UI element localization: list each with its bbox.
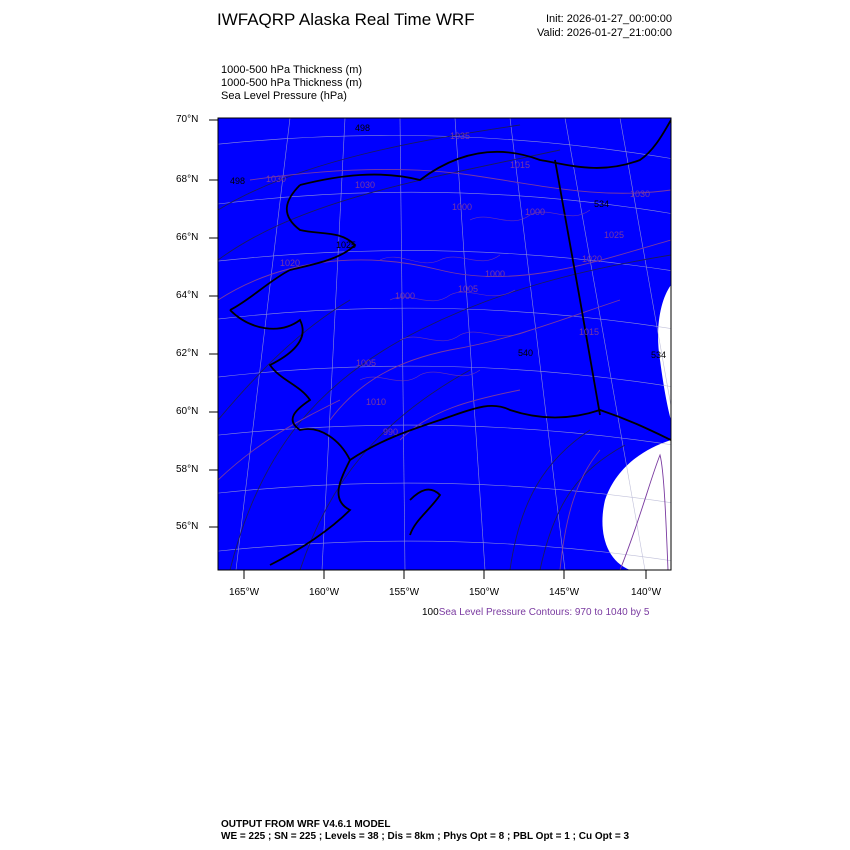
contour-info-prefix: 100 xyxy=(422,607,439,618)
init-time: Init: 2026-01-27_00:00:00 xyxy=(546,13,672,25)
lon-label: 165°W xyxy=(228,587,260,598)
main-title: IWFAQRP Alaska Real Time WRF xyxy=(217,10,475,29)
lon-label: 150°W xyxy=(468,587,500,598)
lon-label: 155°W xyxy=(388,587,420,598)
data-fill-region xyxy=(218,118,671,570)
contour-label: 1015 xyxy=(510,160,531,170)
field-label-thickness-2: 1000-500 hPa Thickness (m) xyxy=(221,77,363,89)
contour-label: 1020 xyxy=(280,258,301,268)
contour-label: 534 xyxy=(594,199,610,209)
lat-label: 64°N xyxy=(176,290,199,301)
contour-label: 1000 xyxy=(485,269,506,279)
contour-label: 1010 xyxy=(366,397,387,407)
contour-label: 1000 xyxy=(525,207,546,217)
contour-label: 498 xyxy=(355,123,371,133)
contour-label: 1035 xyxy=(450,131,471,141)
contour-label: 1025 xyxy=(336,240,357,250)
lat-label: 62°N xyxy=(176,348,199,359)
field-label-thickness-1: 1000-500 hPa Thickness (m) xyxy=(221,64,363,76)
lon-label: 160°W xyxy=(308,587,340,598)
lat-label: 66°N xyxy=(176,232,199,243)
contour-label: 1000 xyxy=(452,202,473,212)
contour-label: 1030 xyxy=(266,174,287,184)
contour-label: 540 xyxy=(518,348,534,358)
lon-label: 145°W xyxy=(548,587,580,598)
contour-label: 1000 xyxy=(395,291,416,301)
contour-label: 1025 xyxy=(604,230,625,240)
model-info-line-1: OUTPUT FROM WRF V4.6.1 MODEL xyxy=(221,819,391,830)
contour-info-text: Sea Level Pressure Contours: 970 to 1040 by 5 xyxy=(438,607,650,618)
field-label-slp: Sea Level Pressure (hPa) xyxy=(221,90,347,102)
contour-label: 1015 xyxy=(579,327,600,337)
lat-label: 70°N xyxy=(176,114,199,125)
contour-info-note xyxy=(422,607,649,618)
valid-time: Valid: 2026-01-27_21:00:00 xyxy=(537,27,672,39)
lon-label: 140°W xyxy=(630,587,662,598)
contour-label: 534 xyxy=(651,350,667,360)
lat-label: 68°N xyxy=(176,174,199,185)
contour-label: 1005 xyxy=(458,284,479,294)
model-info-line-2: WE = 225 ; SN = 225 ; Levels = 38 ; Dis = 8km ; Phys Opt = 8 ; PBL Opt = 1 ; Cu Opt = 3 xyxy=(221,831,630,842)
lat-label: 56°N xyxy=(176,521,199,532)
lat-label: 60°N xyxy=(176,406,199,417)
lat-label: 58°N xyxy=(176,464,199,475)
contour-label: 1005 xyxy=(356,358,377,368)
contour-label: 1020 xyxy=(582,254,603,264)
contour-label: 1030 xyxy=(630,189,651,199)
contour-label: 498 xyxy=(230,176,246,186)
contour-label: 990 xyxy=(383,427,399,437)
contour-label: 1030 xyxy=(355,180,376,190)
